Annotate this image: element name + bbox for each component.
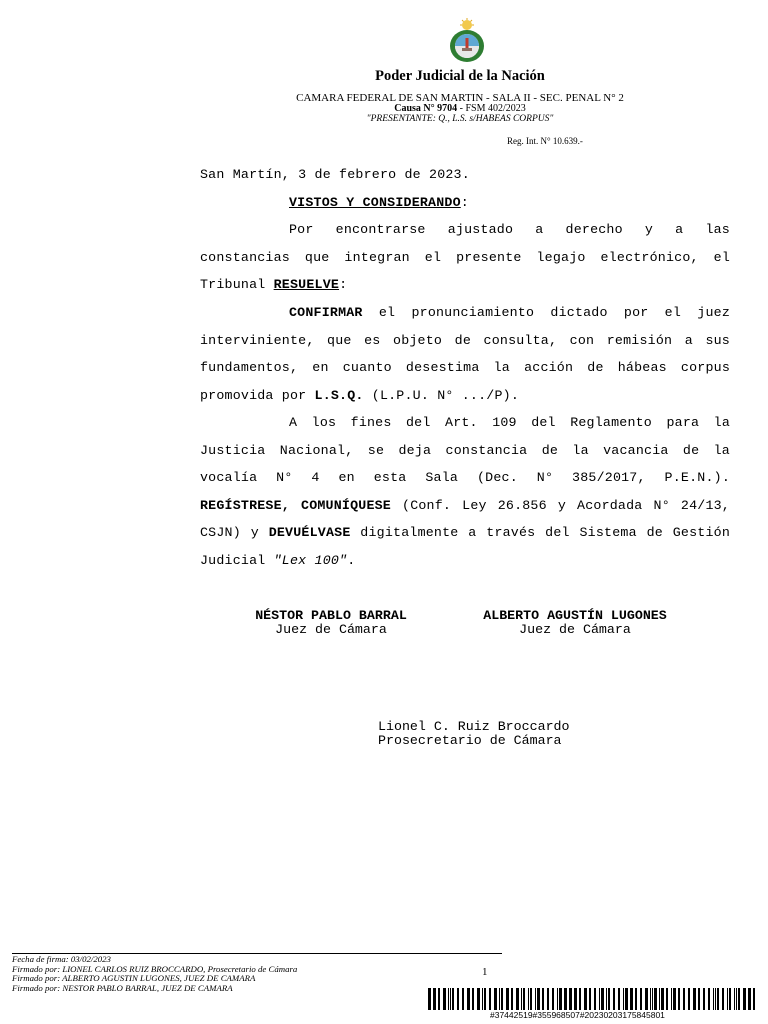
page-title: Poder Judicial de la Nación: [375, 68, 545, 84]
paragraph-3-mid: (Conf. Ley 26.856 y Acordada N° 24/13, CSJN) y: [200, 497, 730, 540]
vistos-heading: [200, 189, 730, 217]
paragraph-notice: [200, 409, 730, 574]
coat-of-arms-icon: [448, 18, 486, 64]
judge-1-name: NÉSTOR PABLO BARRAL: [255, 608, 407, 623]
judge-2-role: Juez de Cámara: [519, 622, 631, 637]
paragraph-1-text: Por encontrarse ajustado a derecho y a las constancias que integran el presente legajo electrónico, el Tribunal: [200, 222, 730, 292]
confirmar-label: CONFIRMAR: [289, 305, 363, 320]
paragraph-1-colon: :: [339, 277, 348, 292]
signed-by-3: Firmado por: NESTOR PABLO BARRAL, JUEZ DE CAMARA: [12, 982, 233, 993]
barcode-number: #37442519#355968507#20230203175845801: [490, 1010, 665, 1020]
paragraph-3-text: A los fines del Art. 109 del Reglamento para la Justicia Nacional, se deja constancia de la vacancia de la vocalía N° 4 en esta Sala (Dec. N° 385/2017, P.E.N.).: [200, 415, 730, 485]
system-name: "Lex 100": [273, 552, 348, 568]
signed-by-2: Firmado por: ALBERTO AGUSTIN LUGONES, JUEZ DE CAMARA: [12, 973, 256, 984]
paragraph-2-text: el pronunciamiento dictado por el juez interviniente, que es objeto de consulta, con remisión a sus fundamentos, en cuanto desestima la acción de hábeas corpus promovida por: [200, 305, 730, 403]
devuelvase-label: DEVUÉLVASE: [268, 525, 351, 540]
resuelve-label: RESUELVE: [273, 277, 340, 292]
judge-1-role: Juez de Cámara: [275, 622, 387, 637]
case-label: Causa N° 9704: [394, 103, 458, 114]
case-file: - FSM 402/2023: [457, 103, 526, 114]
signature-date: Fecha de firma: 03/02/2023: [12, 954, 111, 964]
registry-number: Reg. Int. N° 10.639.-: [507, 136, 583, 146]
secretary-role: Prosecretario de Cámara: [378, 733, 562, 748]
paragraph-resolution: [200, 216, 730, 299]
vistos-label: VISTOS Y CONSIDERANDO: [289, 195, 461, 210]
registrese-label: REGÍSTRESE, COMUNÍQUESE: [200, 497, 391, 513]
document-date: San Martín, 3 de febrero de 2023.: [200, 167, 470, 182]
case-number: [250, 103, 670, 114]
paragraph-confirm: [200, 299, 730, 409]
secretary-name: Lionel C. Ruiz Broccardo: [378, 719, 570, 734]
page-number: 1: [482, 966, 488, 978]
vistos-colon: :: [460, 195, 469, 210]
case-caption: "PRESENTANTE: Q., L.S. s/HABEAS CORPUS": [366, 114, 554, 124]
judge-2-name: ALBERTO AGUSTÍN LUGONES: [483, 608, 667, 623]
paragraph-3-tail: digitalmente a través del Sistema de Gestión Judicial: [200, 525, 730, 568]
paragraph-2-end: (L.P.U. N° .../P).: [363, 387, 520, 403]
signed-by-1: Firmado por: LIONEL CARLOS RUIZ BROCCARDO, Prosecretario de Cámara: [12, 963, 298, 974]
court-name: CAMARA FEDERAL DE SAN MARTIN - SALA II - SEC. PENAL N° 2: [296, 92, 624, 104]
paragraph-3-end: .: [347, 552, 356, 568]
party-initials: L.S.Q.: [314, 387, 364, 403]
barcode-icon: [428, 988, 758, 1010]
